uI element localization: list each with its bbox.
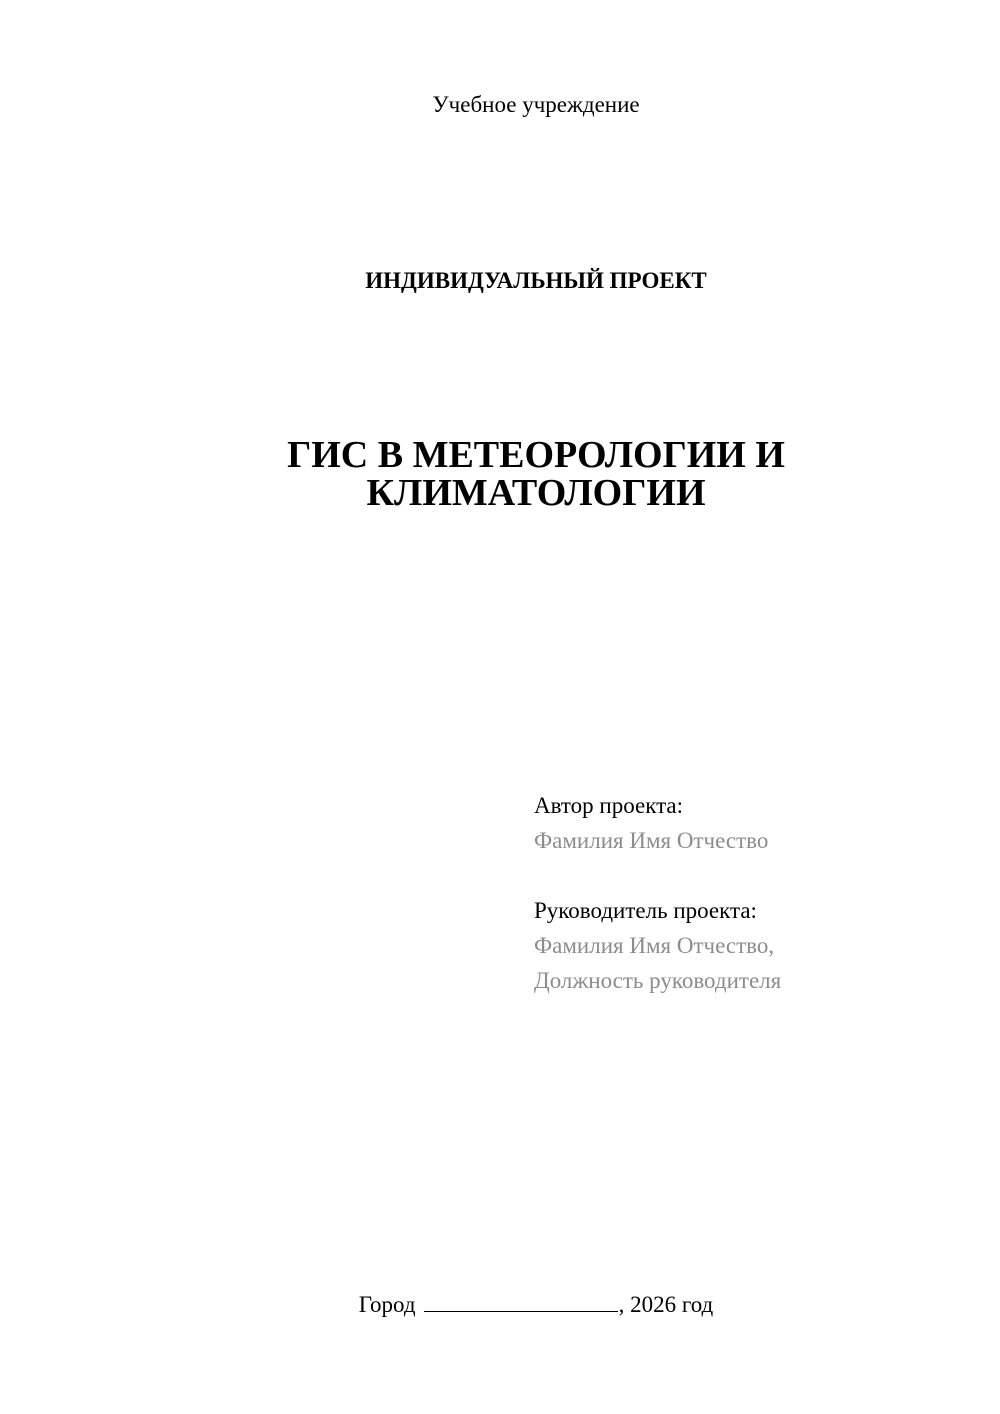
city-label: Город xyxy=(358,1292,416,1317)
city-year-line xyxy=(0,1290,1000,1320)
project-type-heading: ИНДИВИДУАЛЬНЫЙ ПРОЕКТ xyxy=(365,268,707,293)
institution-name: Учебное учреждение xyxy=(432,92,640,117)
project-title xyxy=(0,436,1000,512)
year-text: , 2026 год xyxy=(618,1292,714,1317)
supervisor-name-placeholder: Фамилия Имя Отчество, xyxy=(534,933,775,958)
city-blank-line xyxy=(424,1291,618,1312)
project-credits xyxy=(534,788,781,998)
author-name-placeholder: Фамилия Имя Отчество xyxy=(534,828,769,853)
supervisor-label: Руководитель проекта: xyxy=(534,898,757,923)
credits-spacer xyxy=(534,858,781,893)
supervisor-position-placeholder: Должность руководителя xyxy=(534,968,782,993)
project-title-line-2: КЛИМАТОЛОГИИ xyxy=(366,472,706,514)
author-label: Автор проекта: xyxy=(534,793,683,818)
project-title-line-1: ГИС В МЕТЕОРОЛОГИИ И xyxy=(287,434,785,476)
